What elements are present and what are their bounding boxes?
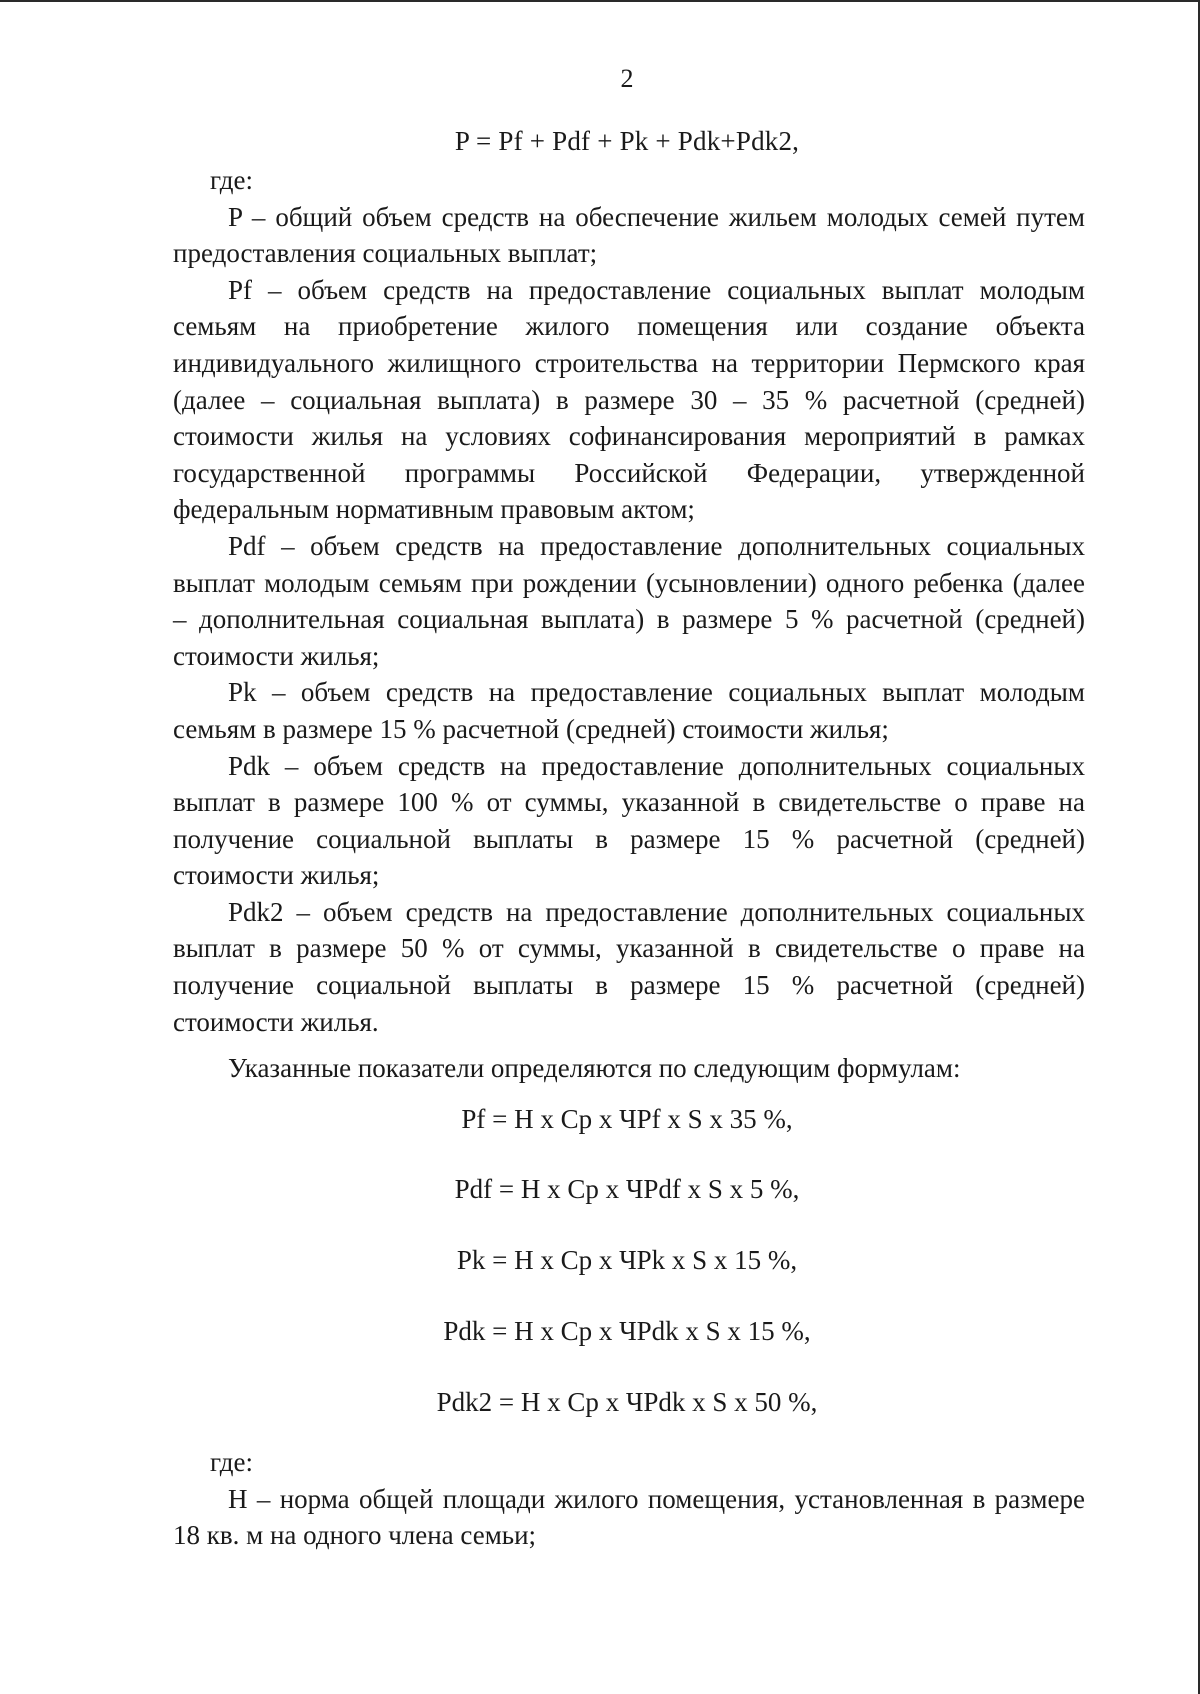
formula-pk: Pk = Н х Ср х ЧPk х S х 15 %, — [456, 1245, 798, 1275]
definition-pdk: Pdk – объем средств на предоставление дополнительных социальных выплат в размере 100 % от суммы, указанной в свидетельстве о праве на получение социальной выплаты в размере 15 % расчетной (средней) стоимости жилья; — [173, 750, 1085, 891]
definitions-section — [173, 162, 1085, 1087]
page-number: 2 — [620, 64, 634, 93]
definition-n: Н – норма общей площади жилого помещения, установленная в размере 18 кв. м на одного члена семьи; — [173, 1483, 1085, 1551]
formula-pdf: Pdf = Н х Ср х ЧPdf х S х 5 %, — [454, 1174, 800, 1204]
formulas-intro: Указанные показатели определяются по следующим формулам: — [228, 1053, 961, 1084]
definition-pdk2: Pdk2 – объем средств на предоставление дополнительных социальных выплат в размере 50 % от суммы, указанной в свидетельстве о праве на получение социальной выплаты в размере 15 % расчетной (средней) стоимости жилья. — [173, 896, 1085, 1037]
variables-section — [173, 1444, 1085, 1554]
definition-pf: Pf – объем средств на предоставление социальных выплат молодым семьям на приобретение жилого помещения или создание объекта индивидуального жилищного строительства на территории Пермского края (далее – социальная выплата) в размере 30 – 35 % расчетной (средней) стоимости жилья на условиях софинансирования мероприятий в рамках государственной программы Российской Федерации, утвержденной федеральным нормативным правовым актом; — [173, 274, 1085, 525]
where-label: где: — [210, 165, 253, 195]
formula-pf: Pf = Н х Ср х ЧPf х S х 35 %, — [461, 1104, 793, 1134]
formula-pdk: Pdk = Н х Ср х ЧPdk х S х 15 %, — [443, 1316, 811, 1346]
formula-pdk2: Pdk2 = Н х Ср х ЧPdk х S х 50 %, — [436, 1387, 818, 1417]
where-label-2: где: — [210, 1447, 253, 1477]
definition-pdf: Pdf – объем средств на предоставление дополнительных социальных выплат молодым семьям при рождении (усыновлении) одного ребенка (далее – дополнительная социальная выплата) в размере 5 % расчетной (средней) стоимости жилья; — [173, 530, 1085, 671]
definition-pk: Pk – объем средств на предоставление социальных выплат молодым семьям в размере 15 % расчетной (средней) стоимости жилья; — [173, 677, 1085, 744]
definition-p: P – общий объем средств на обеспечение жильем молодых семей путем предоставления социальных выплат; — [173, 201, 1085, 269]
main-formula: P = Pf + Pdf + Pk + Pdk+Pdk2, — [454, 126, 800, 156]
